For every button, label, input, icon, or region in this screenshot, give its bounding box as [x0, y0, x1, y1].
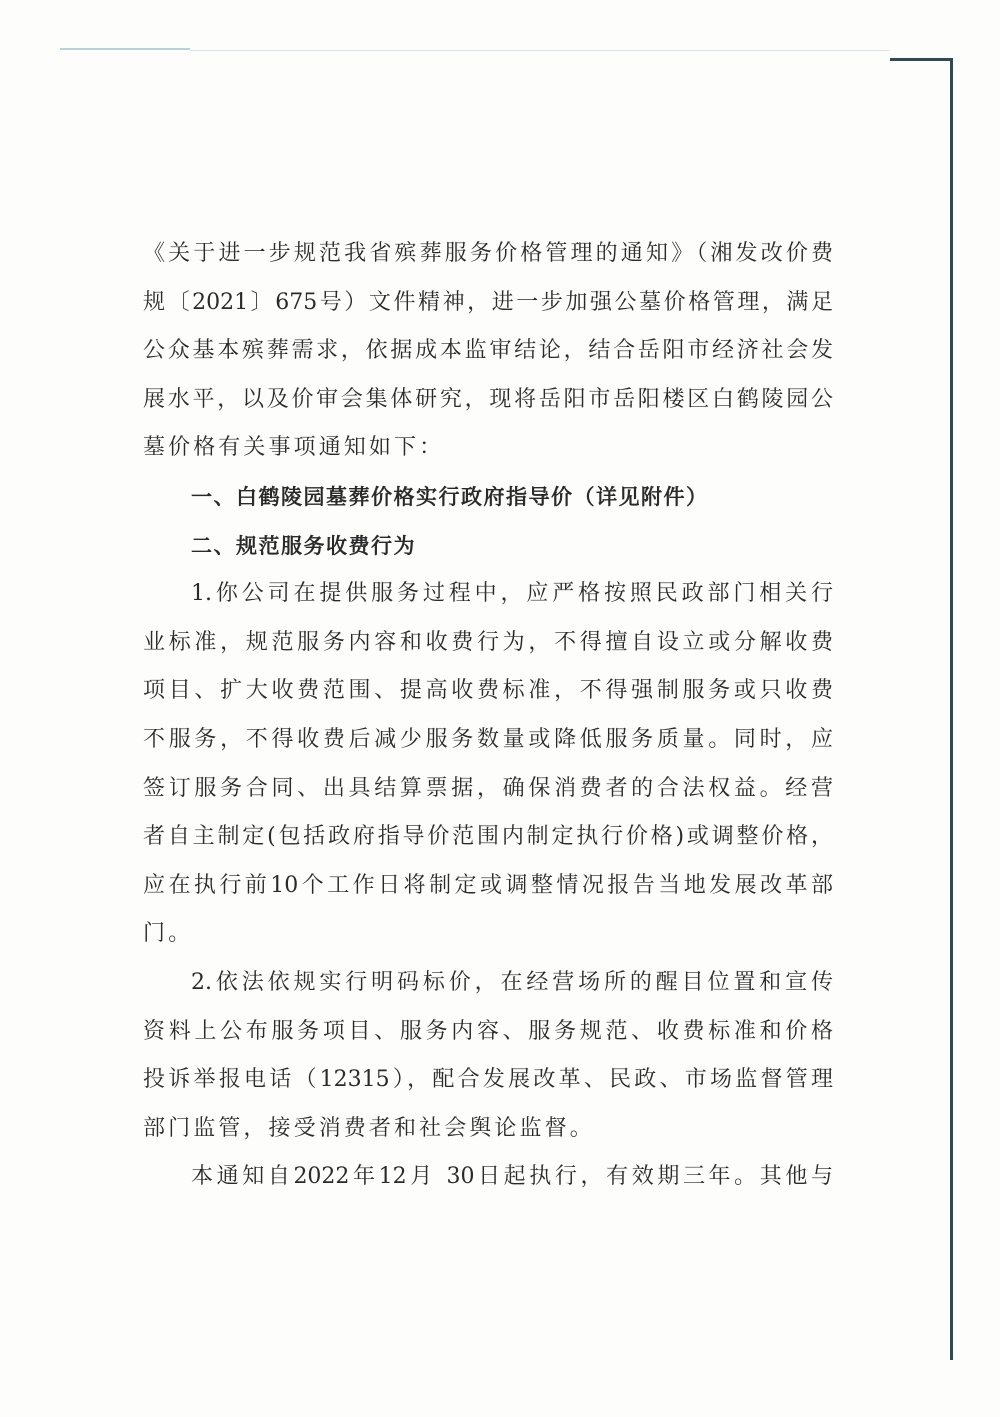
body-line-5: 墓价格有关事项通知如下：: [143, 435, 445, 461]
document-body: [143, 230, 833, 1202]
body-line-14: 应在执行前10个工作日将制定或调整情况报告当地发展改革部: [143, 872, 833, 898]
scan-edge-top-faint: [190, 50, 890, 51]
body-line-15: 门。: [143, 921, 194, 947]
body-line-4: 展水平，以及价审会集体研究，现将岳阳市岳阳楼区白鹤陵园公: [143, 386, 833, 412]
section-heading-1: 一、白鹤陵园墓葬价格实行政府指导价（详见附件）: [191, 484, 709, 509]
body-line-10: 项目、扩大收费范围、提高收费标准，不得强制服务或只收费: [143, 678, 833, 704]
body-line-8: 1.你公司在提供服务过程中，应严格按照民政部门相关行: [191, 581, 833, 607]
body-line-12: 签订服务合同、出具结算票据，确保消费者的合法权益。经营: [143, 775, 833, 801]
body-line-2: 规〔2021〕675号）文件精神，进一步加强公墓价格管理，满足: [143, 289, 833, 315]
body-line-13: 者自主制定(包括政府指导价范围内制定执行价格)或调整价格，: [143, 824, 833, 850]
body-line-19: 部门监管，接受消费者和社会舆论监督。: [143, 1115, 595, 1141]
section-heading-2: 二、规范服务收费行为: [191, 533, 416, 558]
body-line-11: 不服务，不得收费后减少服务数量或降低服务质量。同时，应: [143, 726, 833, 752]
body-line-20: 本通知自2022年12月 30日起执行，有效期三年。其他与: [191, 1164, 833, 1190]
scan-edge-top: [60, 48, 190, 50]
body-line-18: 投诉举报电话（12315），配合发展改革、民政、市场监督管理: [143, 1067, 833, 1093]
body-line-17: 资料上公布服务项目、服务内容、服务规范、收费标准和价格: [143, 1018, 833, 1044]
body-line-9: 业标准，规范服务内容和收费行为，不得擅自设立或分解收费: [143, 629, 833, 655]
body-line-3: 公众基本殡葬需求，依据成本监审结论，结合岳阳市经济社会发: [143, 338, 833, 364]
scan-edge-corner: [890, 58, 953, 61]
body-line-1: 《关于进一步规范我省殡葬服务价格管理的通知》（湘发改价费: [143, 241, 833, 266]
scan-edge-right: [950, 60, 953, 1360]
body-line-16: 2.依法依规实行明码标价，在经营场所的醒目位置和宣传: [191, 969, 833, 995]
